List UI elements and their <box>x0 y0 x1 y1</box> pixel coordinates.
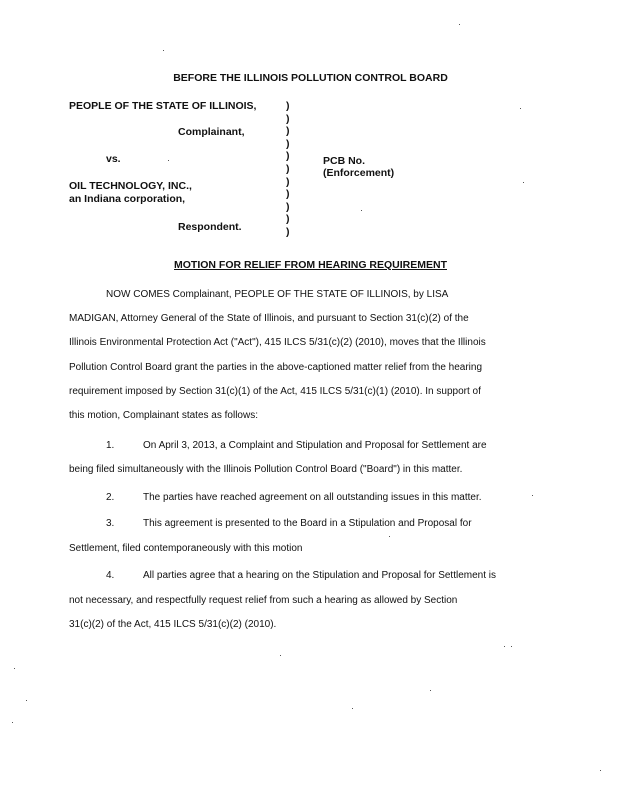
scan-speck <box>168 160 169 161</box>
scan-speck <box>532 495 533 496</box>
scan-speck <box>504 646 505 647</box>
scan-speck <box>352 708 353 709</box>
plaintiff-name: PEOPLE OF THE STATE OF ILLINOIS, <box>69 100 257 112</box>
item-text: not necessary, and respectfully request relief from such a hearing as allowed by Section <box>69 595 458 606</box>
item-number: 4. <box>106 570 115 581</box>
motion-title: MOTION FOR RELIEF FROM HEARING REQUIREMENT <box>174 259 447 271</box>
item-number: 1. <box>106 440 115 451</box>
scan-speck <box>14 668 15 669</box>
complainant-label: Complainant, <box>178 126 245 138</box>
scan-speck <box>459 24 460 25</box>
defendant-name: OIL TECHNOLOGY, INC., <box>69 180 192 192</box>
item-text: All parties agree that a hearing on the Stipulation and Proposal for Settlement is <box>143 570 496 581</box>
item-text: 31(c)(2) of the Act, 415 ILCS 5/31(c)(2) (2010). <box>69 619 277 630</box>
board-heading: BEFORE THE ILLINOIS POLLUTION CONTROL BOARD <box>173 72 448 84</box>
defendant-description: an Indiana corporation, <box>69 193 186 205</box>
scan-speck <box>600 770 601 771</box>
intro-line: NOW COMES Complainant, PEOPLE OF THE STATE OF ILLINOIS, by LISA <box>106 289 449 300</box>
scan-speck <box>389 536 390 537</box>
scan-speck <box>163 50 164 51</box>
scan-speck <box>511 646 512 647</box>
case-number-label: PCB No. <box>323 155 365 167</box>
caption-parentheses: ) ) ) ) ) ) ) ) ) ) ) <box>286 100 290 238</box>
versus-label: vs. <box>106 153 121 165</box>
item-text: The parties have reached agreement on all outstanding issues in this matter. <box>143 492 482 503</box>
intro-line: requirement imposed by Section 31(c)(1) of the Act, 415 ILCS 5/31(c)(1) (2010). In support of <box>69 386 481 397</box>
scan-speck <box>12 722 13 723</box>
item-text: This agreement is presented to the Board in a Stipulation and Proposal for <box>143 518 472 529</box>
scan-speck <box>280 655 281 656</box>
intro-line: MADIGAN, Attorney General of the State of Illinois, and pursuant to Section 31(c)(2) of the <box>69 313 469 324</box>
intro-line: Illinois Environmental Protection Act ("Act"), 415 ILCS 5/31(c)(2) (2010), moves that the Illinois <box>69 337 486 348</box>
item-number: 2. <box>106 492 115 503</box>
scan-speck <box>523 182 524 183</box>
scan-speck <box>520 108 521 109</box>
respondent-label: Respondent. <box>178 221 242 233</box>
item-number: 3. <box>106 518 115 529</box>
intro-line: this motion, Complainant states as follows: <box>69 410 258 421</box>
case-type-label: (Enforcement) <box>323 167 395 179</box>
scan-speck <box>430 690 431 691</box>
scan-speck <box>26 700 27 701</box>
item-text: being filed simultaneously with the Illinois Pollution Control Board ("Board") in this matter. <box>69 464 463 475</box>
intro-line: Pollution Control Board grant the parties in the above-captioned matter relief from the hearing <box>69 362 483 373</box>
item-text: Settlement, filed contemporaneously with this motion <box>69 543 303 554</box>
scan-speck <box>361 210 362 211</box>
item-text: On April 3, 2013, a Complaint and Stipulation and Proposal for Settlement are <box>143 440 487 451</box>
